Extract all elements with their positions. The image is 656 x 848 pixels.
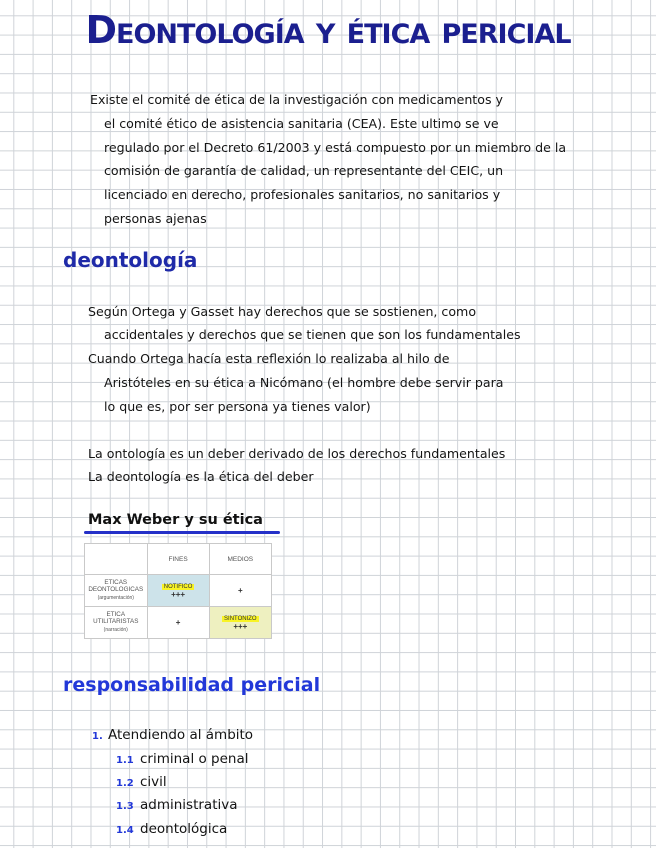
cell-value: +++ (171, 589, 186, 599)
highlight-tag: SINTONIZO (224, 615, 257, 622)
highlight-tag: NOTIFICO (163, 583, 193, 590)
text-line: Según Ortega y Gasset hay derechos que se sostienen, como (88, 304, 477, 319)
col-header-medios: MEDIOS (209, 544, 271, 575)
row-label-sub: (argumentación) (97, 594, 134, 601)
list-number: 1.3 (116, 801, 134, 812)
intro-line: comisión de garantía de calidad, un representante del CEIC, un (104, 163, 504, 178)
cell-deontologicas-fines (147, 575, 209, 607)
list-item-label: civil (140, 774, 167, 790)
intro-line: licenciado en derecho, profesionales sanitarios, no sanitarios y (104, 187, 501, 202)
row-label-sub: (narración) (103, 626, 128, 633)
heading-underline (84, 531, 280, 534)
cell-deontologicas-medios (209, 575, 271, 607)
table-corner-cell (85, 544, 148, 575)
row-label-utilitaristas (85, 607, 148, 639)
text-line: accidentales y derechos que se tienen que son los fundamentales (104, 327, 521, 342)
table-row (85, 607, 272, 639)
text-line: Cuando Ortega hacía esta reflexión lo realizaba al hilo de (88, 351, 450, 366)
section-heading-responsabilidad: responsabilidad pericial (63, 674, 321, 696)
weber-ethics-table (84, 543, 272, 639)
cell-value: +++ (233, 621, 248, 631)
list-item-label: administrativa (140, 797, 238, 813)
row-label-text: ETICAS DEONTOLOGICAS (88, 578, 144, 594)
cell-value: + (175, 618, 181, 627)
row-label-text: ETICA UTILITARISTAS (93, 610, 139, 626)
cell-utilitaristas-medios (209, 607, 271, 639)
list-item (92, 727, 253, 743)
row-label-deontologicas (85, 575, 148, 607)
list-item (116, 751, 249, 767)
list-number: 1.1 (116, 755, 134, 766)
intro-line: regulado por el Decreto 61/2003 y está compuesto por un miembro de la (104, 140, 567, 155)
weber-heading: Max Weber y su ética (88, 512, 263, 528)
text-line: lo que es, por ser persona ya tienes valor) (104, 399, 371, 414)
text-line: Aristóteles en su ética a Nicómano (el hombre debe servir para (104, 375, 504, 390)
list-number: 1.4 (116, 825, 134, 836)
cell-utilitaristas-fines (147, 607, 209, 639)
text-line: La deontología es la ética del deber (88, 469, 314, 484)
table-header-row (85, 544, 272, 575)
cell-value: + (237, 586, 243, 595)
text-line: La ontología es un deber derivado de los derechos fundamentales (88, 446, 506, 461)
page-title: Deontología y ética pericial (85, 8, 571, 52)
list-item-label: criminal o penal (140, 751, 249, 767)
list-item-label: deontológica (140, 821, 228, 837)
intro-line: personas ajenas (104, 211, 207, 226)
list-item-label: Atendiendo al ámbito (108, 727, 254, 743)
list-item (116, 821, 227, 837)
list-item (116, 797, 238, 813)
col-header-fines: FINES (147, 544, 209, 575)
table-row (85, 575, 272, 607)
list-number: 1.2 (116, 778, 134, 789)
list-item (116, 774, 167, 790)
list-number: 1. (92, 731, 103, 742)
intro-line: Existe el comité de ética de la investigación con medicamentos y (90, 92, 503, 107)
intro-line: el comité ético de asistencia sanitaria (CEA). Este ultimo se ve (104, 116, 499, 131)
section-heading-deontologia: deontología (63, 248, 198, 272)
